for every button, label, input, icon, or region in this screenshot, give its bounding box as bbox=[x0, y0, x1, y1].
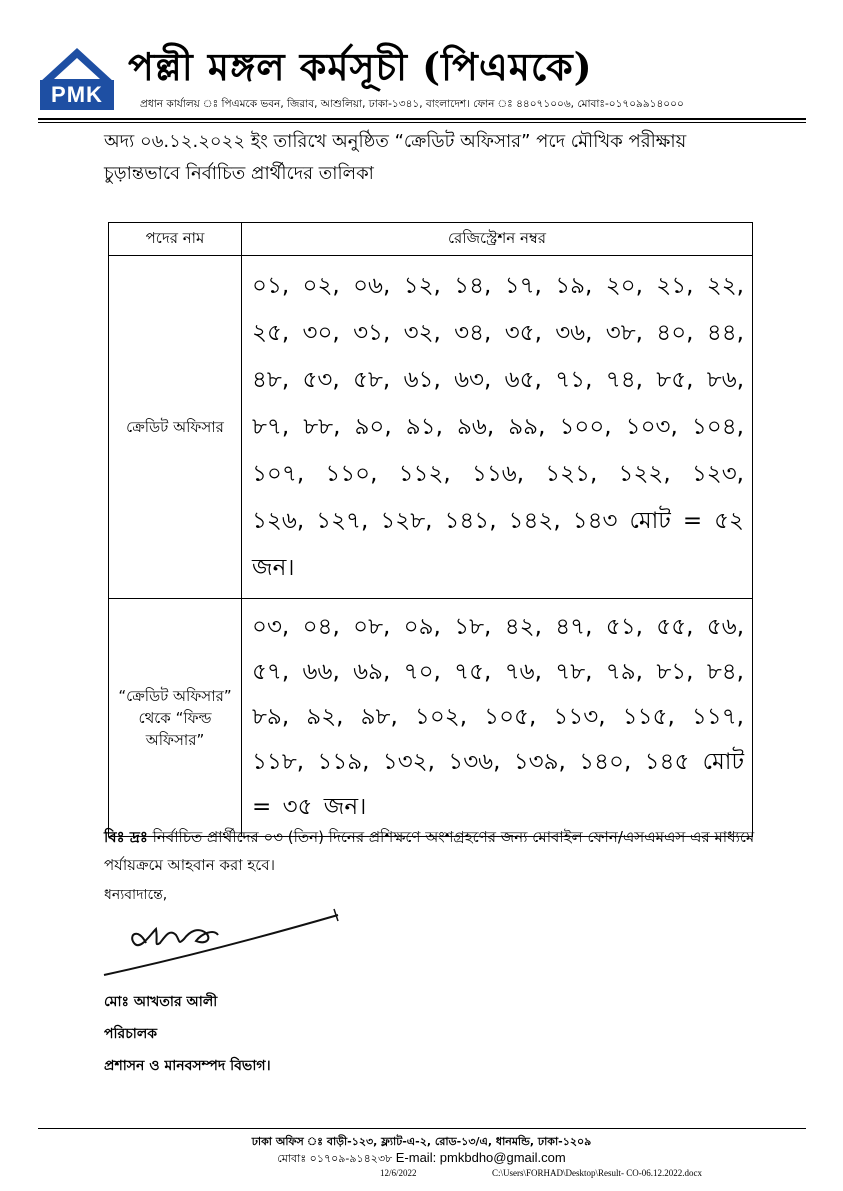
note-label: বিঃ দ্রঃ bbox=[104, 828, 148, 846]
pmk-logo bbox=[38, 46, 116, 110]
table-row bbox=[109, 256, 753, 599]
signatory-title: পরিচালক bbox=[104, 1026, 158, 1042]
footer-date: 12/6/2022 bbox=[380, 1168, 417, 1178]
post-name-cell: ক্রেডিট অফিসার bbox=[109, 256, 242, 599]
footer-mobile: মোবাঃ ০১৭০৯-৯১৪২৩৮ bbox=[277, 1152, 393, 1165]
header-divider-thin bbox=[38, 122, 806, 123]
notice-heading: অদ্য ০৬.১২.২০২২ ইং তারিখে অনুষ্ঠিত “ক্রেডিট অফিসার” পদে মৌখিক পরীক্ষায় চুড়ান্তভাবে নির্বাচিত প্রার্থীদের তালিকা bbox=[104, 131, 687, 184]
organization-address: প্রধান কার্যালয় ঃ পিএমকে ভবন, জিরাব, আশুলিয়া, ঢাকা-১৩৪১, বাংলাদেশ। ফোন ঃ ৪৪০৭১০০৬, মোবাঃ-০১৭০৯৯১৪০০০ bbox=[140, 98, 684, 110]
signatory-department: প্রশাসন ও মানবসম্পদ বিভাগ। bbox=[104, 1058, 271, 1074]
column-header-post: পদের নাম bbox=[109, 223, 242, 256]
signatory-name: মোঃ আখতার আলী bbox=[104, 994, 218, 1010]
results-table bbox=[108, 222, 753, 837]
header-divider bbox=[38, 118, 806, 120]
closing-text: ধন্যবাদান্তে, bbox=[104, 887, 168, 903]
note-paragraph bbox=[104, 823, 764, 879]
registration-numbers-cell: ০১, ০২, ০৬, ১২, ১৪, ১৭, ১৯, ২০, ২১, ২২, ২৫, ৩০, ৩১, ৩২, ৩৪, ৩৫, ৩৬, ৩৮, ৪০, ৪৪, ৪৮, ৫৩, ৫৮, ৬১, ৬৩, ৬৫, ৭১, ৭৪, ৮৫, ৮৬, ৮৭, ৮৮, ৯০, ৯১, ৯৬, ৯৯, ১০০, ১০৩, ১০৪, ১০৭, ১১০, ১১২, ১১৬, ১২১, ১২২, ১২৩, ১২৬, ১২৭, ১২৮, ১৪১, ১৪২, ১৪৩ মোট = ৫২ জন। bbox=[242, 256, 753, 599]
footer-office-address: ঢাকা অফিস ঃ বাড়ী-১২৩, ফ্ল্যাট-এ-২, রোড-১৩/এ, ধানমন্ডি, ঢাকা-১২০৯ bbox=[251, 1135, 592, 1148]
table-row bbox=[109, 599, 753, 837]
registration-numbers-cell: ০৩, ০৪, ০৮, ০৯, ১৮, ৪২, ৪৭, ৫১, ৫৫, ৫৬, ৫৭, ৬৬, ৬৯, ৭০, ৭৫, ৭৬, ৭৮, ৭৯, ৮১, ৮৪, ৮৯, ৯২, ৯৮, ১০২, ১০৫, ১১৩, ১১৫, ১১৭, ১১৮, ১১৯, ১৩২, ১৩৬, ১৩৯, ১৪০, ১৪৫ মোট = ৩৫ জন। bbox=[242, 599, 753, 837]
handwritten-signature bbox=[98, 905, 348, 983]
logo-text: PMK bbox=[51, 82, 103, 107]
organization-name: পল্লী মঙ্গল কর্মসূচী (পিএমকে) bbox=[128, 44, 593, 89]
column-header-registration: রেজিস্ট্রেশন নম্বর bbox=[242, 223, 753, 256]
footer-contact bbox=[0, 1150, 843, 1169]
footer-email: E-mail: pmkbdho@gmail.com bbox=[395, 1150, 566, 1165]
footer-divider bbox=[38, 1128, 806, 1129]
footer-file-path: C:\Users\FORHAD\Desktop\Result- CO-06.12.2022.docx bbox=[492, 1168, 702, 1178]
note-text: নির্বাচিত প্রার্থীদের ০৩ (তিন) দিনের প্রশিক্ষণে অংশগ্রহণের জন্য মোবাইল ফোন/এসএমএস এর মাধ্যমে পর্যায়ক্রমে আহবান করা হবে। bbox=[104, 828, 755, 874]
post-name-cell: “ক্রেডিট অফিসার” থেকে “ফিল্ড অফিসার” bbox=[109, 599, 242, 837]
table-header-row bbox=[109, 223, 753, 256]
